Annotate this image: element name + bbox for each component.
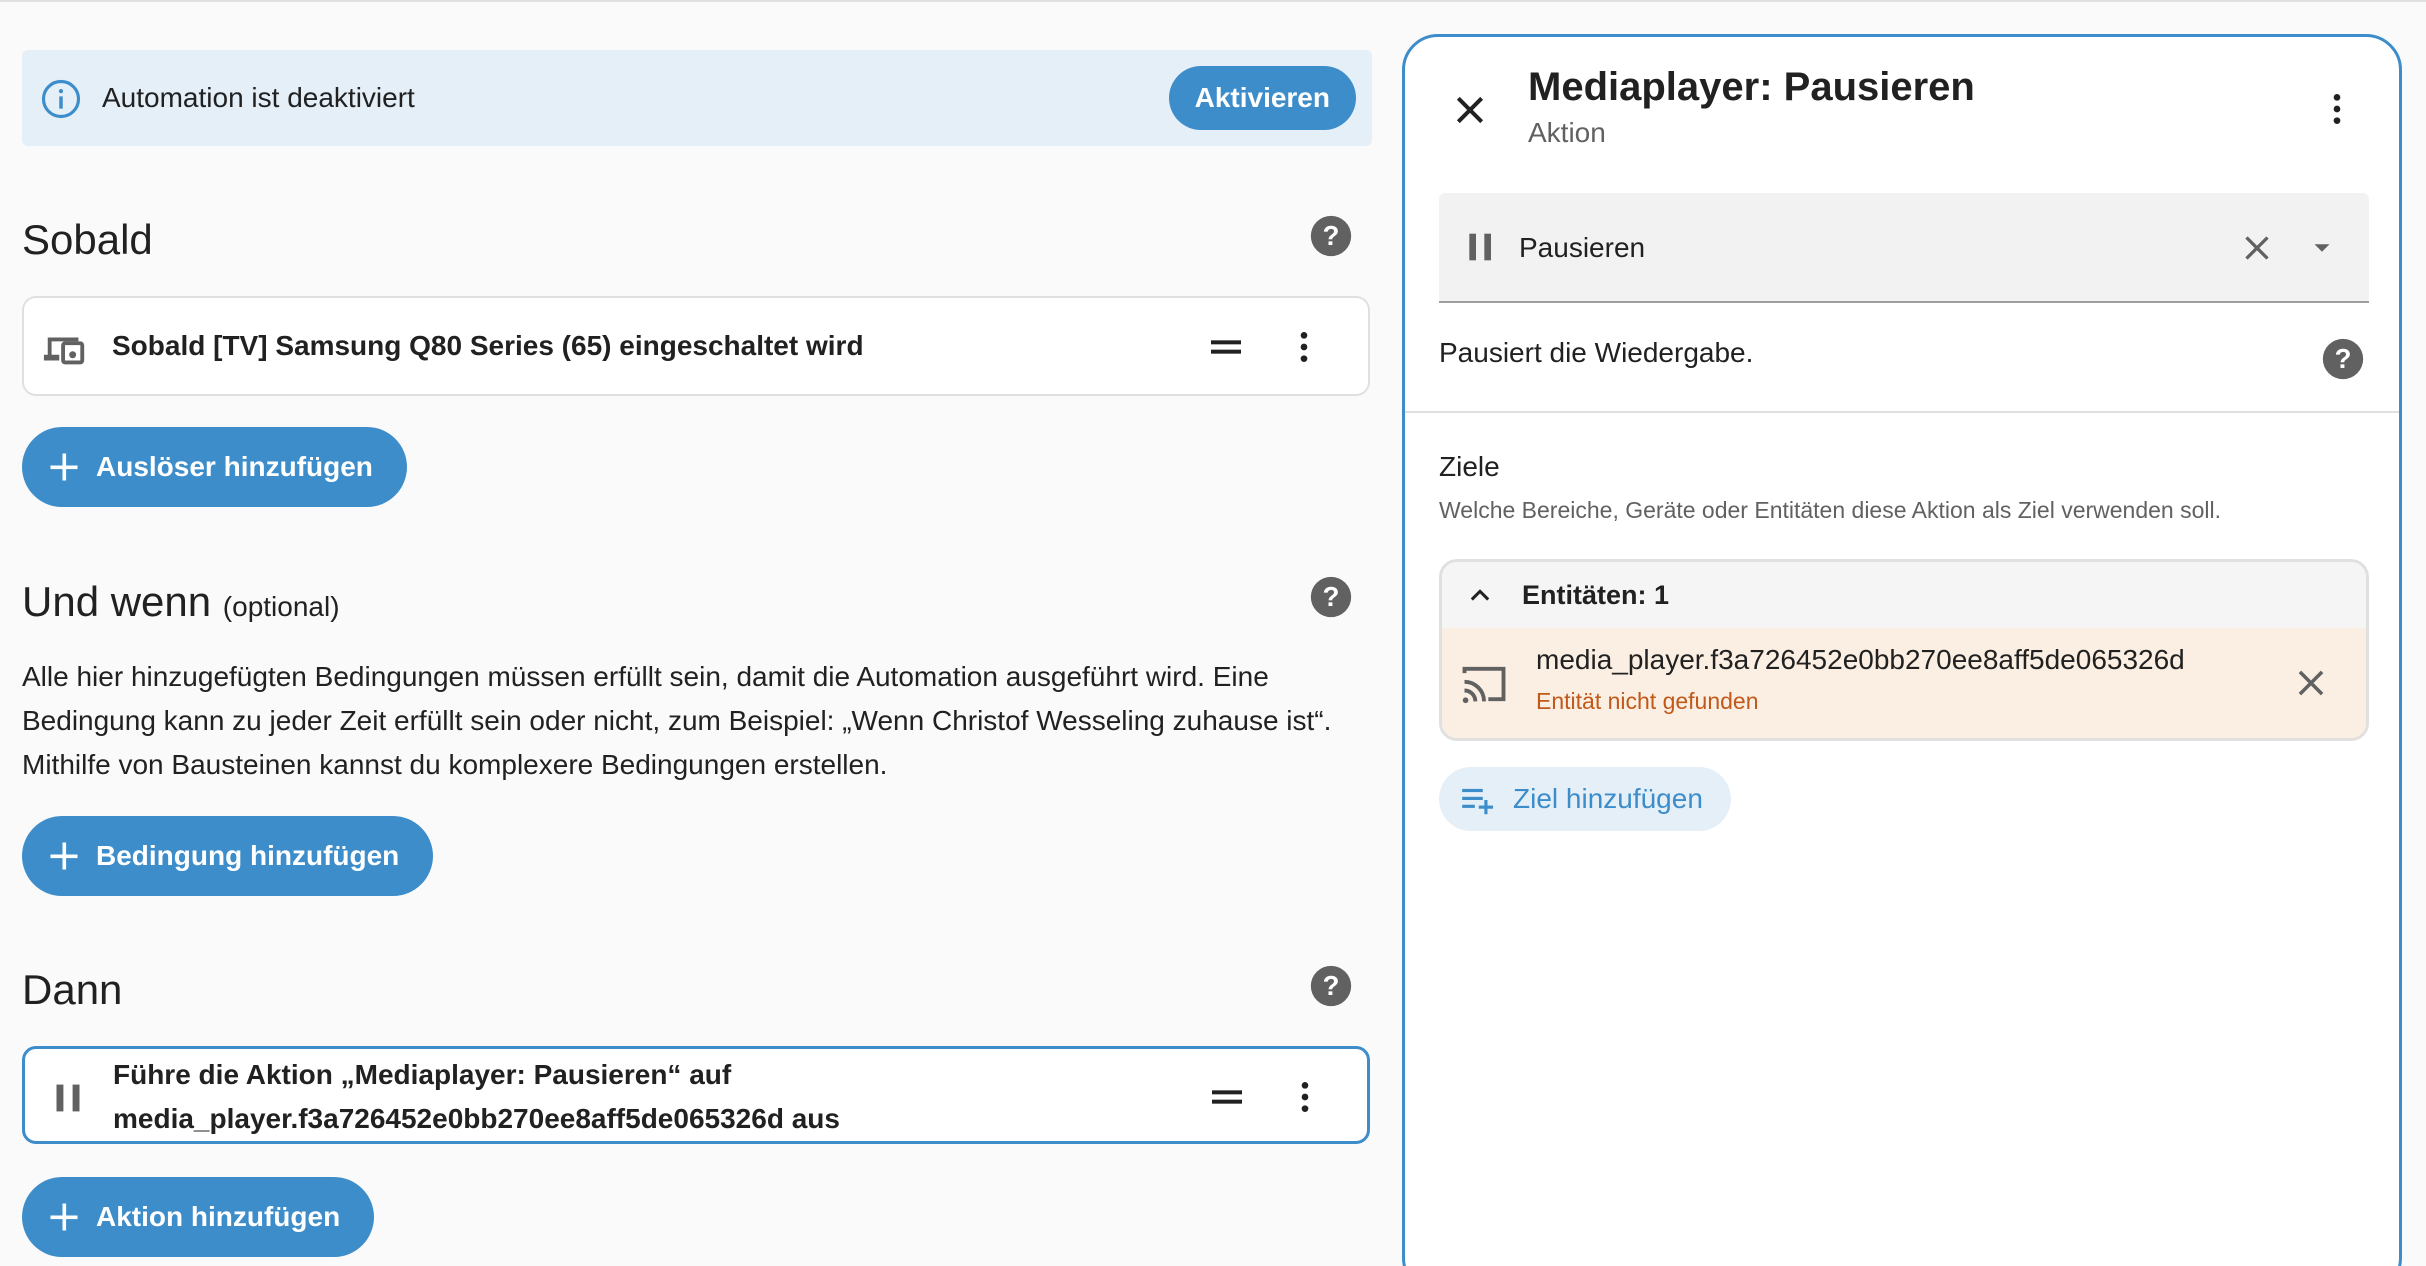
add-condition-label: Bedingung hinzufügen xyxy=(96,840,400,871)
drag-handle-icon[interactable] xyxy=(1206,327,1246,367)
automation-editor xyxy=(22,0,1372,1266)
targets-hint: Welche Bereiche, Geräte oder Entitäten diese Aktion als Ziel verwenden soll. xyxy=(1439,497,2221,523)
add-trigger-label: Auslöser hinzufügen xyxy=(96,451,373,482)
description-line: Alle hier hinzugefügten Bedingungen müssen erfüllt sein, damit die Automation ausgeführt wird. Eine xyxy=(22,661,1269,692)
description-line: Bedingung kann zu jeder Zeit erfüllt sein oder nicht, zum Beispiel: „Wenn Christof Wesseling zuhause ist“. xyxy=(22,705,1332,736)
activate-button[interactable]: Aktivieren xyxy=(1169,66,1356,130)
entity-id: media_player.f3a726452e0bb270ee8aff5de065326d xyxy=(1536,644,2185,675)
divider xyxy=(1405,411,2399,413)
dropdown-caret-icon[interactable] xyxy=(2307,233,2337,263)
pause-icon xyxy=(45,1075,91,1121)
playlist-add-icon xyxy=(1459,781,1497,819)
add-action-label: Aktion hinzufügen xyxy=(96,1201,341,1232)
chevron-up-icon xyxy=(1466,582,1494,610)
targets-title: Ziele xyxy=(1439,451,1500,482)
actions-title: Dann xyxy=(22,966,123,1013)
add-trigger-button[interactable] xyxy=(22,427,407,507)
panel-title: Mediaplayer: Pausieren xyxy=(1528,65,1975,109)
add-condition-button[interactable] xyxy=(22,816,433,896)
disabled-banner xyxy=(22,50,1372,146)
close-icon[interactable] xyxy=(1450,90,1490,130)
more-options-icon[interactable] xyxy=(2317,89,2357,129)
entities-group xyxy=(1439,559,2369,741)
devices-icon xyxy=(42,326,88,372)
conditions-title-text: Und wenn xyxy=(22,578,212,625)
clear-icon[interactable] xyxy=(2239,230,2275,266)
drag-handle-icon[interactable] xyxy=(1207,1077,1247,1117)
entity-chip[interactable] xyxy=(1442,628,2369,738)
action-label-line2: media_player.f3a726452e0bb270ee8aff5de065326d aus xyxy=(113,1103,840,1134)
entities-header-label: Entitäten: 1 xyxy=(1522,580,1670,610)
plus-icon xyxy=(46,838,82,874)
panel-subtitle: Aktion xyxy=(1528,117,1606,148)
more-options-icon[interactable] xyxy=(1284,327,1324,367)
svg-text:?: ? xyxy=(2334,343,2352,375)
help-icon[interactable] xyxy=(1309,964,1353,1008)
conditions-description xyxy=(22,655,1372,787)
plus-icon xyxy=(46,1199,82,1235)
help-icon[interactable] xyxy=(1309,575,1353,619)
remove-icon[interactable] xyxy=(2292,664,2330,702)
cast-icon xyxy=(1458,658,1510,710)
action-label-line1: Führe die Aktion „Mediaplayer: Pausieren“ auf xyxy=(113,1059,732,1090)
description-line: Mithilfe von Bausteinen kannst du komplexere Bedingungen erstellen. xyxy=(22,749,888,780)
trigger-label: Sobald [TV] Samsung Q80 Series (65) eingeschaltet wird xyxy=(112,330,864,361)
add-action-button[interactable] xyxy=(22,1177,374,1257)
action-editor-panel xyxy=(1402,34,2402,1266)
svg-text:?: ? xyxy=(1322,970,1340,1002)
optional-label: (optional) xyxy=(222,591,340,622)
entity-error: Entität nicht gefunden xyxy=(1536,688,1759,714)
action-card[interactable] xyxy=(22,1046,1370,1144)
help-icon[interactable] xyxy=(1309,214,1353,258)
select-value: Pausieren xyxy=(1519,232,1646,263)
banner-text: Automation ist deaktiviert xyxy=(102,82,415,113)
add-target-label: Ziel hinzufügen xyxy=(1513,783,1703,814)
trigger-card[interactable] xyxy=(22,296,1370,396)
add-target-button[interactable] xyxy=(1439,767,1731,831)
pause-icon xyxy=(1461,227,1501,267)
svg-text:?: ? xyxy=(1322,220,1340,252)
info-icon xyxy=(40,78,82,120)
more-options-icon[interactable] xyxy=(1285,1077,1325,1117)
conditions-title xyxy=(22,578,340,626)
help-icon[interactable] xyxy=(2321,337,2365,381)
plus-icon xyxy=(46,449,82,485)
action-description: Pausiert die Wiedergabe. xyxy=(1439,337,1754,368)
triggers-title: Sobald xyxy=(22,216,153,263)
svg-text:?: ? xyxy=(1322,581,1340,613)
entities-header[interactable] xyxy=(1442,562,2369,628)
action-select[interactable] xyxy=(1439,193,2369,303)
